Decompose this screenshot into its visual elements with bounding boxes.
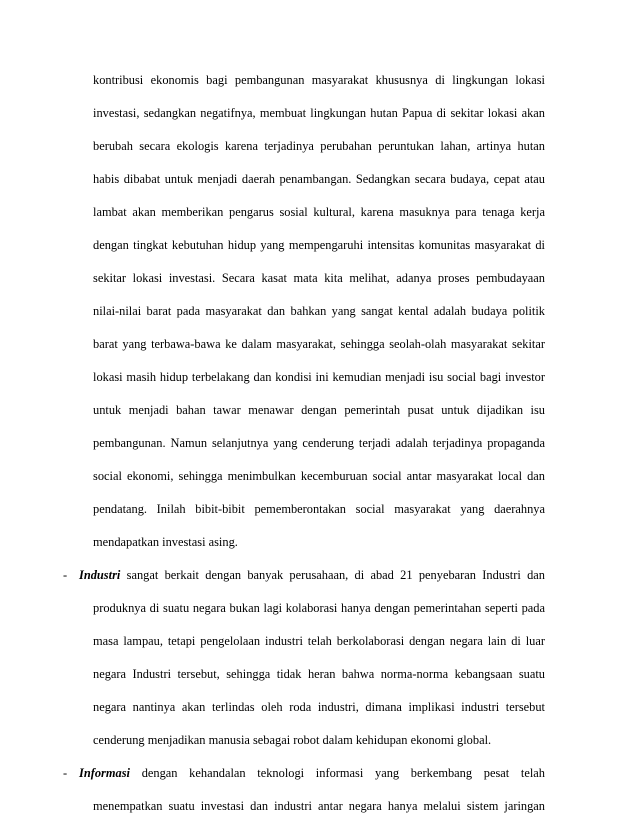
bullet-term-industri: Industri (79, 568, 121, 582)
paragraph-line: barat yang terbawa-bawa ke dalam masyarakat, sehingga seolah-olah masyarakat sekitar (93, 337, 545, 351)
bullet-industri-line: negara Industri tersebut, sehingga tidak heran bahwa norma-norma kebangsaan suatu (93, 667, 545, 681)
bullet-industri-line: produknya di suatu negara bukan lagi kolaborasi hanya dengan pemerintahan seperti pada (93, 601, 545, 615)
paragraph-line: dengan tingkat kebutuhan hidup yang mempengaruhi intensitas komunitas masyarakat di (93, 238, 545, 252)
paragraph-line: social ekonomi, sehingga menimbulkan kecemburuan social antar masyarakat local dan (93, 469, 545, 483)
paragraph-line: investasi, sedangkan negatifnya, membuat lingkungan hutan Papua di sekitar lokasi akan (93, 106, 545, 120)
bullet-industri-line: masa lampau, tetapi pengelolaan industri telah berkolaborasi dengan negara lain di luar (93, 634, 545, 648)
paragraph-line: untuk menjadi bahan tawar menawar dengan pemerintah pusat untuk dijadikan isu (93, 403, 545, 417)
paragraph-line: mendapatkan investasi asing. (93, 535, 238, 549)
bullet-industri-line: negara nantinya akan terlindas oleh roda industri, dimana implikasi industri tersebut (93, 700, 545, 714)
bullet-industri-first-line (63, 567, 545, 583)
paragraph-line: lokasi masih hidup terbelakang dan kondisi ini kemudian menjadi isu social bagi investor (93, 370, 545, 384)
bullet-informasi-text: dengan kehandalan teknologi informasi yang berkembang pesat telah (141, 766, 545, 780)
bullet-industri-text: sangat berkait dengan banyak perusahaan, di abad 21 penyebaran Industri dan (126, 568, 545, 582)
bullet-dash: - (63, 766, 68, 780)
paragraph-line: sekitar lokasi investasi. Secara kasat mata kita melihat, adanya proses pembudayaan (93, 271, 545, 285)
paragraph-line: kontribusi ekonomis bagi pembangunan masyarakat khususnya di lingkungan lokasi (93, 73, 545, 87)
bullet-term-informasi: Informasi (79, 766, 130, 780)
bullet-dash: - (63, 568, 68, 582)
bullet-informasi-first-line (63, 765, 545, 781)
paragraph-line: pembangunan. Namun selanjutnya yang cenderung terjadi adalah terjadinya propaganda (93, 436, 545, 450)
paragraph-line: berubah secara ekologis karena terjadinya perubahan peruntukan lahan, artinya hutan (93, 139, 545, 153)
paragraph-line: habis dibabat untuk menjadi daerah penambangan. Sedangkan secara budaya, cepat atau (93, 172, 545, 186)
bullet-informasi-line: menempatkan suatu investasi dan industri antar negara hanya melalui sistem jaringan (93, 799, 545, 813)
paragraph-line: lambat akan memberikan pengarus sosial kultural, karena masuknya para tenaga kerja (93, 205, 545, 219)
paragraph-line: nilai-nilai barat pada masyarakat dan bahkan yang sangat kental adalah budaya politik (93, 304, 545, 318)
bullet-industri-line: cenderung menjadikan manusia sebagai robot dalam kehidupan ekonomi global. (93, 733, 492, 747)
paragraph-line: pendatang. Inilah bibit-bibit pememberontakan social masyarakat yang daerahnya (93, 502, 545, 516)
